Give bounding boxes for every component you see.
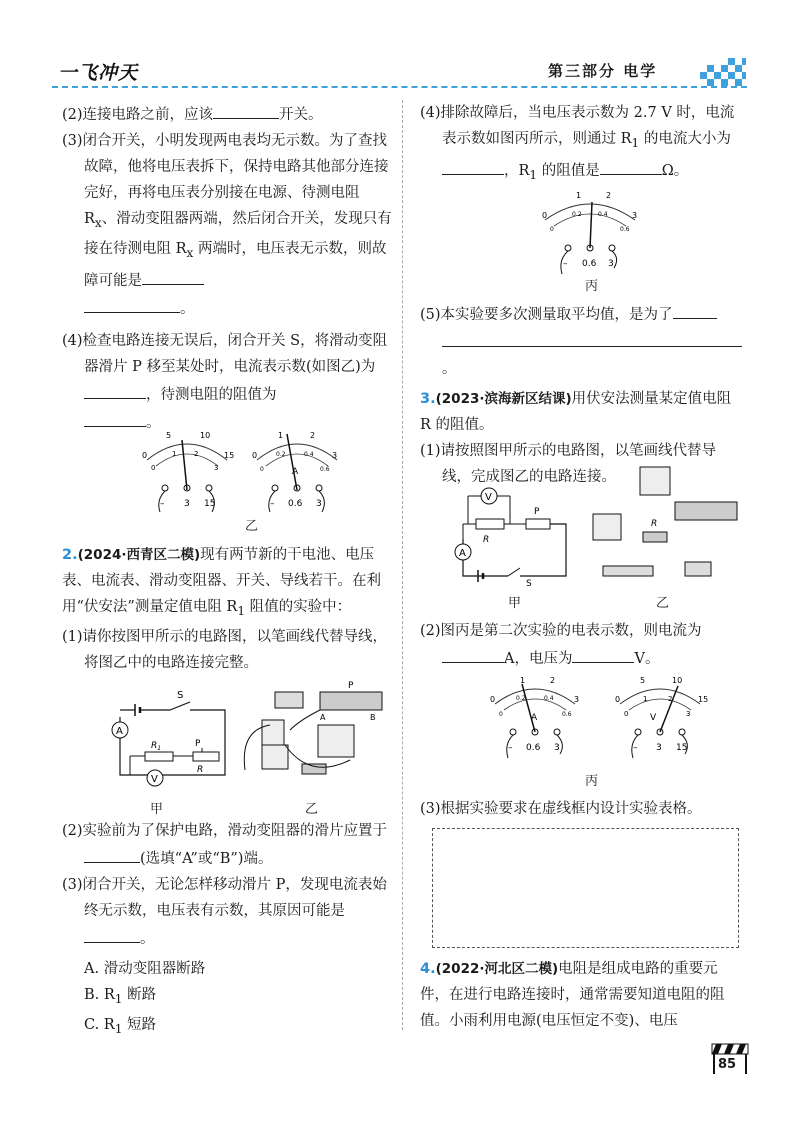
option-b: B. $R_1$ 断路 <box>84 987 157 1006</box>
svg-text:0.6: 0.6 <box>288 499 303 509</box>
svg-text:3: 3 <box>316 499 322 509</box>
page-number: 85 <box>718 1057 737 1072</box>
answer-blank[interactable] <box>84 924 140 943</box>
battery-icon <box>262 720 284 746</box>
figure-yi3-apparatus <box>585 462 745 587</box>
svg-text:15: 15 <box>676 743 688 753</box>
svg-text:10: 10 <box>672 676 683 685</box>
q2-sub2: (2)连接电路之前，应该 开关。 <box>62 100 392 128</box>
svg-text:0: 0 <box>624 710 629 718</box>
svg-text:B: B <box>370 713 376 722</box>
section-title: 第三部分 电学 <box>548 62 658 80</box>
answer-blank[interactable] <box>84 380 146 399</box>
q2b-sub1: (1)请你按图甲所示的电路图，以笔画线代替导线，将图乙中的电路连接完整。 <box>62 628 388 671</box>
svg-text:–: – <box>633 743 638 753</box>
answer-blank[interactable] <box>600 156 662 175</box>
figure-jia3-circuit <box>448 484 573 589</box>
voltmeter-icon <box>640 467 670 495</box>
right-column <box>420 100 740 188</box>
q3-sub2: (2)图丙是第二次实验的电表示数，则电流为 A，电压为 V。 <box>420 623 702 667</box>
left-column-q2 <box>62 542 392 676</box>
svg-text:1: 1 <box>172 450 177 458</box>
svg-text:3: 3 <box>656 743 662 753</box>
svg-text:P: P <box>534 507 540 517</box>
svg-text:A: A <box>531 713 538 723</box>
table-design-box[interactable] <box>432 828 739 948</box>
q4-stem: 4.(2022·河北区二模)电阻是组成电路的重要元件，在进行电路连接时，通常需要知道电阻的阻值。小雨利用电源(电压恒定不变)、电压 <box>420 961 725 1029</box>
figure-caption-yi2: 乙 <box>305 802 319 817</box>
svg-text:0.4: 0.4 <box>598 211 608 218</box>
resistor-icon <box>643 532 667 542</box>
svg-text:1: 1 <box>643 695 648 703</box>
svg-text:1: 1 <box>576 191 582 200</box>
answer-blank[interactable] <box>213 100 279 119</box>
figure-yi-meters <box>132 428 372 528</box>
voltmeter-icon <box>318 725 354 757</box>
left-column-q2-rest <box>62 818 392 1042</box>
ammeter-icon <box>262 745 288 769</box>
svg-text:0: 0 <box>542 211 548 220</box>
svg-text:5: 5 <box>640 676 646 685</box>
q3-sub3: (3)根据实验要求在虚线框内设计实验表格。 <box>420 801 702 817</box>
svg-text:0.2: 0.2 <box>516 695 526 702</box>
q2b-sub3: (3)闭合开关，无论怎样移动滑片 P，发现电流表始终无示数，电压表有示数，其原因可能是。 <box>62 877 387 947</box>
svg-text:–: – <box>563 259 568 269</box>
svg-text:–: – <box>270 499 275 509</box>
svg-text:2: 2 <box>550 676 556 685</box>
switch-icon <box>685 562 711 576</box>
svg-text:1: 1 <box>520 676 526 685</box>
svg-text:15: 15 <box>224 451 235 460</box>
answer-blank[interactable] <box>572 644 634 663</box>
q3-stem: 3.(2023·滨海新区结课)用伏安法测量某定值电阻 R 的阻值。 <box>420 391 732 433</box>
figure-caption-bing3: 丙 <box>585 774 599 789</box>
figure-caption-jia: 甲 <box>150 802 164 817</box>
answer-blank[interactable] <box>84 294 180 313</box>
svg-text:A: A <box>459 548 466 559</box>
svg-text:S: S <box>526 579 532 589</box>
q2-stem: 2.(2024·西青区二模)现有两节新的干电池、电压表、电流表、滑动变阻器、开关、导线若干。在利用“伏安法”测量定值电阻 $R_1$ 阻值的实验中： <box>62 547 381 618</box>
svg-text:0: 0 <box>260 466 264 473</box>
svg-text:0.6: 0.6 <box>320 466 330 473</box>
right-column-q3-3 <box>420 796 740 822</box>
svg-text:5: 5 <box>166 431 172 440</box>
svg-text:A: A <box>292 467 299 477</box>
svg-text:0.2: 0.2 <box>276 451 286 458</box>
figure-jia-circuit <box>105 680 245 800</box>
option-c: C. $R_1$ 短路 <box>84 1016 157 1036</box>
svg-text:R1: $R_1$ <box>151 741 162 752</box>
column-divider <box>402 100 403 1030</box>
brand-logo: 一飞冲天 <box>58 62 139 84</box>
svg-text:0.4: 0.4 <box>544 695 554 702</box>
answer-blank[interactable] <box>673 300 717 319</box>
svg-text:–: – <box>160 499 165 509</box>
svg-text:3: 3 <box>554 743 560 753</box>
rheostat-icon <box>675 502 737 520</box>
svg-text:V: V <box>485 492 492 503</box>
svg-text:3: 3 <box>332 451 338 460</box>
q2b-sub2: (2)实验前为了保护电路，滑动变阻器的滑片应置于(选填“A”或“B”)端。 <box>62 823 388 867</box>
svg-text:A: A <box>320 713 326 722</box>
svg-text:A: A <box>116 726 123 737</box>
svg-text:0.6: 0.6 <box>526 743 541 753</box>
header-rule <box>52 86 747 88</box>
svg-text:P: P <box>348 681 354 691</box>
svg-text:0.2: 0.2 <box>572 211 582 218</box>
svg-text:–: – <box>508 743 513 753</box>
right-column-q3-2 <box>420 618 740 672</box>
svg-text:3: 3 <box>184 499 190 509</box>
ammeter-icon <box>593 514 621 540</box>
rheostat-icon <box>320 692 382 710</box>
figure-caption-jia3: 甲 <box>508 596 522 611</box>
svg-text:S: S <box>177 690 184 701</box>
right-column-q4 <box>420 956 740 1034</box>
svg-text:0.6: 0.6 <box>562 711 572 718</box>
answer-blank[interactable] <box>142 266 204 285</box>
svg-text:0: 0 <box>142 451 148 460</box>
figure-caption-yi: 乙 <box>245 519 259 534</box>
figure-bing-ammeter <box>530 188 650 288</box>
svg-text:R: R <box>651 519 658 529</box>
svg-text:3: 3 <box>686 710 691 718</box>
figure-caption-yi3: 乙 <box>656 596 670 611</box>
left-column <box>62 100 392 436</box>
svg-text:3: 3 <box>574 695 580 704</box>
svg-text:2: 2 <box>194 450 199 458</box>
answer-blank[interactable] <box>442 644 504 663</box>
svg-text:3: 3 <box>214 464 219 472</box>
q2-sub5: (5)本实验要多次测量取平均值，是为了 。 <box>420 300 740 382</box>
svg-text:15: 15 <box>698 695 709 704</box>
svg-text:0: 0 <box>615 695 621 704</box>
q2-sub4: (4)检查电路连接无误后，闭合开关 S，将滑动变阻器滑片 P 移至某处时，电流表示数(如图乙)为，待测电阻的阻值为 。 <box>62 332 388 431</box>
svg-text:2: 2 <box>668 695 673 703</box>
svg-text:0: 0 <box>151 464 156 472</box>
svg-text:0.6: 0.6 <box>582 259 597 269</box>
svg-text:P: P <box>195 739 201 749</box>
header-checker-decoration <box>700 58 746 86</box>
svg-text:0: 0 <box>490 695 496 704</box>
svg-text:R: R <box>197 765 204 775</box>
svg-text:0: 0 <box>252 451 258 460</box>
svg-text:2: 2 <box>606 191 612 200</box>
svg-text:R: R <box>483 535 490 545</box>
svg-text:10: 10 <box>200 431 211 440</box>
q2-sub3: (3)闭合开关，小明发现两电表均无示数。为了查找故障，他将电压表拆下，保持电路其他部分连接完好，再将电压表分别接在电源、待测电阻 $R_x$、滑动变阻器两端，然后闭合开关，发现只有接在待测电阻 $R_x$ 两端时，电压表无示数，则故障可能是 。 <box>62 133 392 317</box>
svg-text:V: V <box>650 713 657 723</box>
option-a: A. 滑动变阻器断路 <box>84 961 206 977</box>
answer-blank[interactable] <box>442 328 742 347</box>
figure-yi-apparatus <box>240 680 390 795</box>
q2-sub4-right: (4)排除故障后，当电压表示数为 2.7 V 时，电流表示数如图丙所示，则通过 $R_1$ 的电流大小为，$R_1$ 的阻值是 Ω。 <box>420 105 735 182</box>
svg-text:0.6: 0.6 <box>620 226 630 233</box>
answer-blank[interactable] <box>84 408 146 427</box>
svg-text:3: 3 <box>608 259 614 269</box>
answer-blank[interactable] <box>442 156 504 175</box>
svg-text:0.4: 0.4 <box>304 451 314 458</box>
figure-bing3-meters <box>480 674 740 769</box>
figure-caption-bing1: 丙 <box>585 279 599 294</box>
svg-text:15: 15 <box>204 499 216 509</box>
resistor-icon <box>302 764 326 774</box>
svg-text:0: 0 <box>550 226 554 233</box>
svg-text:2: 2 <box>310 431 316 440</box>
battery-icon <box>603 566 653 576</box>
svg-text:V: V <box>151 774 158 785</box>
switch-icon <box>275 692 303 708</box>
svg-text:1: 1 <box>278 431 284 440</box>
q3-sub1: (1)请按照图甲所示的电路图，以笔画线代替导线，完成图乙的电路连接。 <box>420 443 717 485</box>
needle <box>182 440 187 490</box>
svg-text:0: 0 <box>499 711 503 718</box>
svg-text:3: 3 <box>632 211 638 220</box>
answer-blank[interactable] <box>84 844 140 863</box>
